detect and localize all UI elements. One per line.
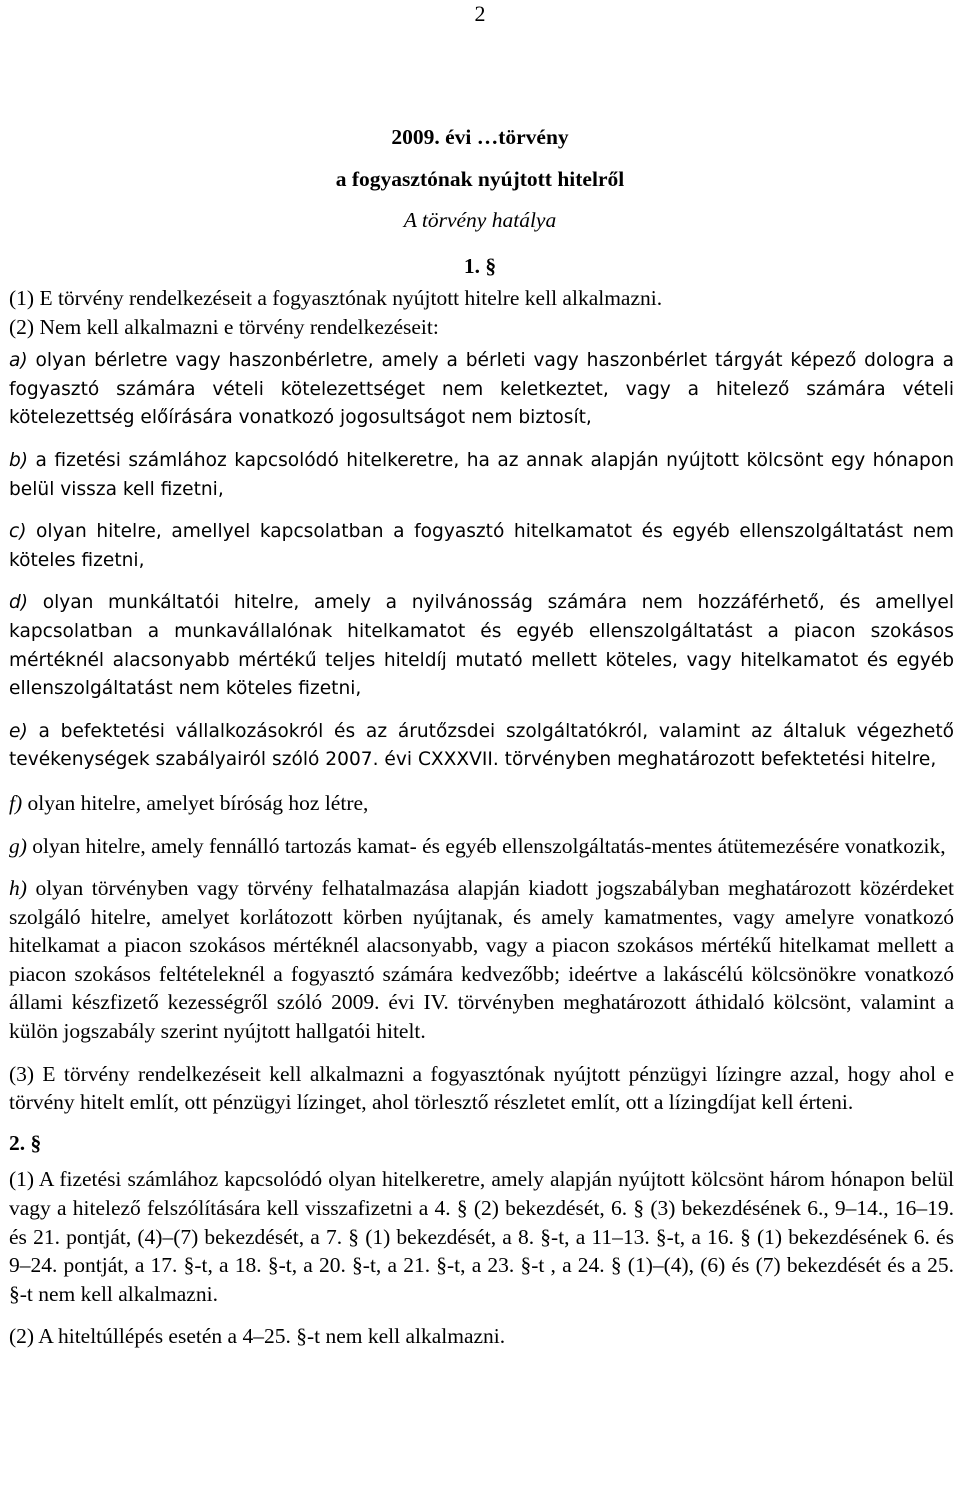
- item-c-label: c): [9, 521, 27, 543]
- item-g-text: olyan hitelre, amely fennálló tartozás kamat- és egyéb ellenszolgáltatás-mentes átütemezésére vonatkozik,: [26, 833, 946, 858]
- item-d-text: olyan munkáltatói hitelre, amely a nyilvánosság számára nem hozzáférhető, és amellyel kapcsolatban a munkavállalónak hitelkamatot és egyéb ellenszolgáltatást a piacon szokásos mértéknél alacsonyabb mértékű teljes hiteldíj mutató mellett köteles, vagy hitelkamatot és egyéb ellenszolgáltatást nem köteles fizetni,: [9, 592, 954, 700]
- item-f-label: f): [9, 790, 23, 815]
- law-title: 2009. évi …törvény: [391, 125, 569, 149]
- page-number: 2: [474, 1, 486, 26]
- item-e-text: a befektetési vállalkozásokról és az árutőzsdei szolgáltatókról, valamint az általuk végezhető tevékenységek szabályairól szóló 2007. évi CXXXVII. törvényben meghatározott befektetési hitelre,: [9, 720, 954, 771]
- item-a-text: olyan bérletre vagy haszonbérletre, amely a bérleti vagy haszonbérlet tárgyát képező dologra a fogyasztó számára vételi kötelezettséget nem keletkeztet, vagy a hitelező számára vételi kötelezettség előírására vonatkozó jogosultságot nem biztosít,: [9, 350, 954, 429]
- item-g: [9, 832, 954, 861]
- law-subtitle: a fogyasztónak nyújtott hitelről: [335, 167, 625, 191]
- item-h-label: h): [9, 876, 27, 901]
- section-1-heading: 1. §: [463, 254, 497, 278]
- section-2-heading: 2. §: [9, 1130, 42, 1155]
- item-f-text: olyan hitelre, amelyet bíróság hoz létre,: [22, 790, 369, 815]
- part-heading: A törvény hatálya: [403, 208, 557, 232]
- item-e-label: e): [9, 720, 28, 742]
- item-f: [9, 789, 954, 818]
- section-2-paragraph-2: (2) A hiteltúllépés esetén a 4–25. §-t nem kell alkalmazni.: [9, 1324, 506, 1349]
- section-1-paragraph-3: (3) E törvény rendelkezéseit kell alkalmazni a fogyasztónak nyújtott pénzügyi lízingre azzal, hogy ahol e törvény hitelt említ, ott pénzügyi lízinget, ahol törlesztő részletet említ, ott a lízingdíjat kell érteni.: [9, 1061, 954, 1115]
- item-h-text: olyan törvényben vagy törvény felhatalmazása alapján kiadott jogszabályban meghatározott közérdeket szolgáló hitelre, amelyet korlátozott körben nyújtanak, és amely kamatmentes, vagy amelyre vonatkozó hitelkamat a piacon szokásos mértéknél alacsonyabb, vagy a piacon szokásos mértékű hitelkamat mellett a piacon szokásos feltételeknél a fogyasztó számára kedvezőbb; ideértve a lakáscélú kölcsönökre vonatkozó állami készfizető kezességről szóló 2009. évi IV. törvényben meghatározott áthidaló kölcsönt, valamint a külön jogszabály szerint nyújtott hallgatói hitelt.: [9, 876, 954, 1044]
- section-1-paragraph-1: (1) E törvény rendelkezéseit a fogyasztónak nyújtott hitelre kell alkalmazni.: [9, 286, 663, 310]
- section-2-paragraph-1: (1) A fizetési számlához kapcsolódó olyan hitelkeretre, amely alapján nyújtott kölcsönt három hónapon belül vagy a hitelező felszólítására kell visszafizetni a 4. § (2) bekezdését, 6. § (3) bekezdésének 6., 9–14., 16–19. és 21. pontját, (4)–(7) bekezdését, a 7. § (1) bekezdését, a 8. §-t, a 11–13. §-t, a 16. § (1) bekezdésének 6. és 9–24. pontját, a 17. §-t, a 18. §-t, a 20. §-t, a 21. §-t, a 23. §-t , a 24. § (1)–(4), (6) és (7) bekezdését és a 25. §-t nem kell alkalmazni.: [9, 1167, 954, 1306]
- item-a: [9, 347, 954, 433]
- item-b: [9, 447, 954, 504]
- item-h: [9, 874, 954, 1046]
- item-d: [9, 589, 954, 703]
- item-b-text: a fizetési számlához kapcsolódó hitelkeretre, ha az annak alapján nyújtott kölcsönt egy hónapon belül vissza kell fizetni,: [9, 449, 954, 500]
- item-g-label: g): [9, 833, 27, 858]
- section-1-paragraph-2: (2) Nem kell alkalmazni e törvény rendelkezéseit:: [9, 314, 439, 339]
- document-body: [9, 284, 954, 1351]
- item-c: [9, 518, 954, 575]
- item-e: [9, 718, 954, 775]
- item-b-label: b): [9, 449, 29, 471]
- item-a-label: a): [9, 350, 28, 372]
- item-c-text: olyan hitelre, amellyel kapcsolatban a fogyasztó hitelkamatot és egyéb ellenszolgáltatást nem köteles fizetni,: [9, 521, 954, 571]
- item-d-label: d): [9, 592, 29, 614]
